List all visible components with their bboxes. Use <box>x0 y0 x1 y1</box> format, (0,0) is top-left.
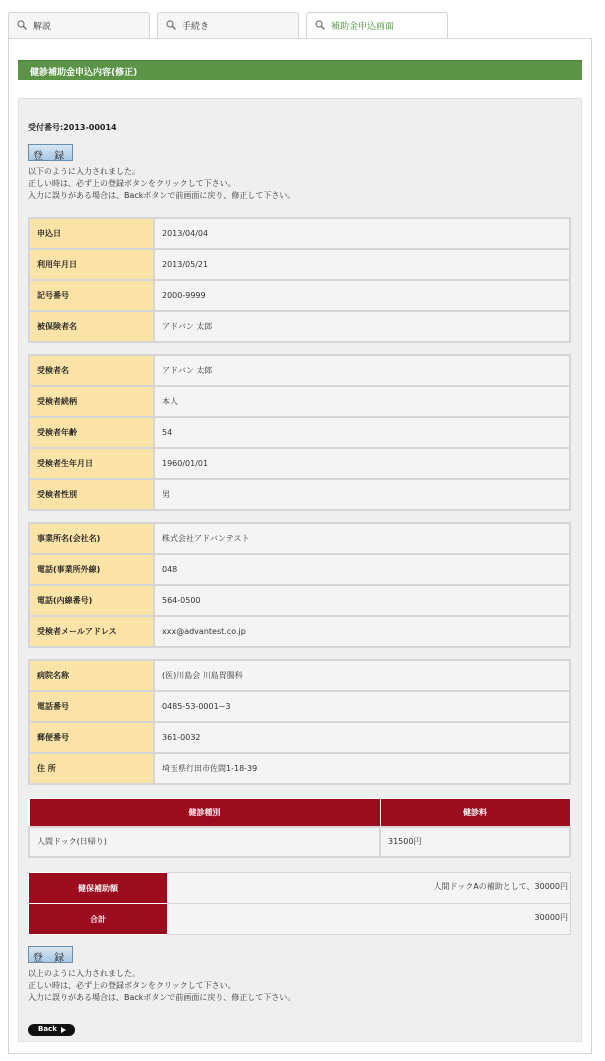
play-arrow-icon <box>61 1027 66 1033</box>
back-button[interactable] <box>28 1024 75 1036</box>
table-row <box>29 249 570 280</box>
field-label: 利用年月日 <box>29 249 154 280</box>
tab-label: 補助金申込画面 <box>331 22 395 32</box>
total-value: 30000円 <box>168 904 571 935</box>
field-label: 電話(内線番号) <box>29 585 154 616</box>
field-value: 男 <box>154 479 570 510</box>
table-row <box>29 722 570 753</box>
magnifier-icon <box>315 20 325 30</box>
field-label: 受検者性別 <box>29 479 154 510</box>
tab-application[interactable] <box>306 12 448 38</box>
exam-fee-value: 31500円 <box>380 827 570 857</box>
field-value: 361-0032 <box>154 722 570 753</box>
tab-label: 手続き <box>182 22 210 32</box>
table-row <box>29 554 570 585</box>
table-row <box>29 280 570 311</box>
field-label: 被保険者名 <box>29 311 154 342</box>
tab-procedure[interactable] <box>157 12 299 38</box>
subsidy-value: 人間ドックAの補助として、30000円 <box>168 873 571 904</box>
table-row <box>29 479 570 510</box>
instruction-line: 正しい時は、必ず上の登録ボタンをクリックして下さい。 <box>28 981 236 990</box>
field-label: 電話(事業所外線) <box>29 554 154 585</box>
application-info-table <box>28 217 571 343</box>
field-label: 受検者続柄 <box>29 386 154 417</box>
field-value: 株式会社アドバンテスト <box>154 523 570 554</box>
subsidy-table <box>28 872 571 935</box>
hospital-info-table <box>28 659 571 785</box>
tab-explanation[interactable] <box>8 12 150 38</box>
instruction-line: 正しい時は、必ず上の登録ボタンをクリックして下さい。 <box>28 179 236 188</box>
table-row <box>29 873 571 904</box>
field-value: 2000-9999 <box>154 280 570 311</box>
magnifier-icon <box>17 20 27 30</box>
field-label: 住 所 <box>29 753 154 784</box>
column-header: 健診種別 <box>29 799 380 827</box>
instruction-line: 以下のように入力されました。 <box>28 167 140 176</box>
table-row <box>29 691 570 722</box>
table-row <box>29 218 570 249</box>
table-row <box>29 585 570 616</box>
field-value: 54 <box>154 417 570 448</box>
field-label: 郵便番号 <box>29 722 154 753</box>
field-label: 受検者メールアドレス <box>29 616 154 647</box>
instruction-text-bottom <box>28 968 295 1004</box>
tab-label: 解説 <box>33 22 52 32</box>
instruction-text <box>28 166 295 202</box>
field-value: 048 <box>154 554 570 585</box>
field-label: 病院名称 <box>29 660 154 691</box>
tab-bar <box>8 12 448 38</box>
table-row <box>29 311 570 342</box>
register-button[interactable]: 登 録 <box>28 144 73 161</box>
field-value: アドバン 太郎 <box>154 311 570 342</box>
table-header-row <box>29 799 570 827</box>
table-row <box>29 417 570 448</box>
table-row <box>29 616 570 647</box>
receipt-number: 受付番号:2013-00014 <box>28 123 117 132</box>
field-label: 電話番号 <box>29 691 154 722</box>
total-label: 合計 <box>29 904 168 935</box>
field-value: xxx@advantest.co.jp <box>154 616 570 647</box>
table-row <box>29 355 570 386</box>
field-value: 本人 <box>154 386 570 417</box>
table-row <box>29 827 570 857</box>
field-value: 2013/04/04 <box>154 218 570 249</box>
section-title: 健診補助金申込内容(修正) <box>18 60 582 80</box>
exam-type-value: 人間ドック(日帰り) <box>29 827 380 857</box>
field-label: 受検者名 <box>29 355 154 386</box>
field-value: 564-0500 <box>154 585 570 616</box>
employer-info-table <box>28 522 571 648</box>
field-value: 1960/01/01 <box>154 448 570 479</box>
field-label: 記号番号 <box>29 280 154 311</box>
table-row <box>29 904 571 935</box>
column-header: 健診料 <box>380 799 570 827</box>
back-label: Back <box>38 1025 57 1033</box>
field-label: 受検者年齢 <box>29 417 154 448</box>
instruction-line: 入力に誤りがある場合は、Backボタンで前画面に戻り、修正して下さい。 <box>28 191 296 200</box>
subsidy-label: 健保補助額 <box>29 873 168 904</box>
field-value: 埼玉県行田市佐間1-18-39 <box>154 753 570 784</box>
register-button-bottom[interactable]: 登 録 <box>28 946 73 963</box>
table-row <box>29 660 570 691</box>
table-row <box>29 753 570 784</box>
examinee-info-table <box>28 354 571 511</box>
table-row <box>29 386 570 417</box>
table-row <box>29 523 570 554</box>
field-label: 受検者生年月日 <box>29 448 154 479</box>
instruction-line: 入力に誤りがある場合は、Backボタンで前画面に戻り、修正して下さい。 <box>28 993 296 1002</box>
instruction-line: 以上のように入力されました。 <box>28 969 140 978</box>
table-row <box>29 448 570 479</box>
field-value: 2013/05/21 <box>154 249 570 280</box>
field-label: 事業所名(会社名) <box>29 523 154 554</box>
exam-type-table <box>28 798 571 858</box>
magnifier-icon <box>166 20 176 30</box>
field-value: 0485-53-0001~3 <box>154 691 570 722</box>
field-label: 申込日 <box>29 218 154 249</box>
field-value: アドバン 太郎 <box>154 355 570 386</box>
field-value: (医)川島会 川島胃腸科 <box>154 660 570 691</box>
